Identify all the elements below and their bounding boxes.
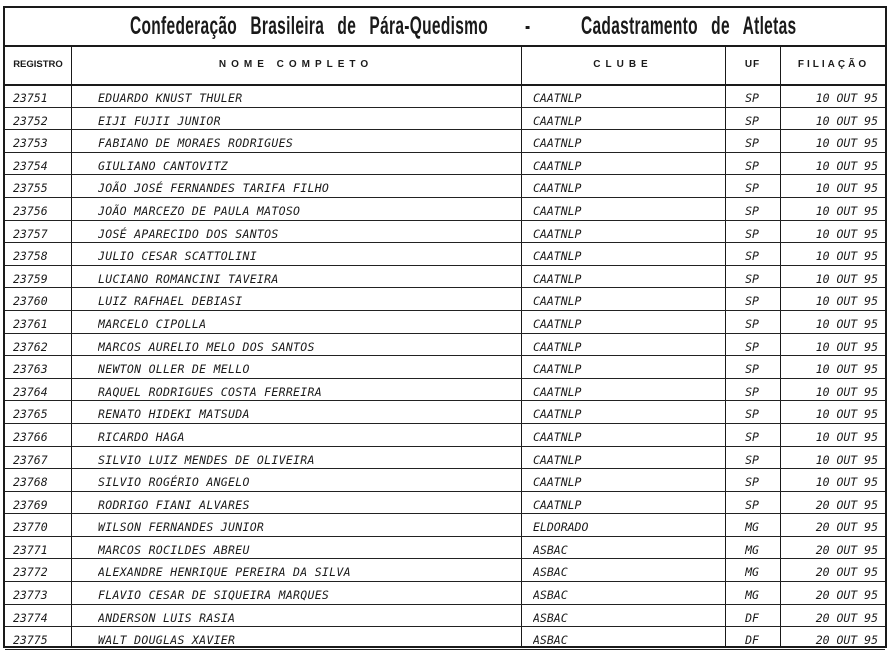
- title-row: [5, 8, 885, 47]
- nome-cell: LUCIANO ROMANCINI TAVEIRA: [98, 271, 279, 286]
- filiacao-cell: 10 OUT 95: [815, 475, 878, 490]
- nome-cell: JOÃO JOSÉ FERNANDES TARIFA FILHO: [98, 181, 330, 196]
- registro-cell: 23758: [13, 249, 48, 264]
- clube-cell: CAATNLP: [533, 158, 582, 173]
- clube-cell: CAATNLP: [533, 271, 582, 286]
- clube-cell: CAATNLP: [533, 203, 582, 218]
- registro-cell: 23769: [13, 497, 48, 512]
- table-row: [5, 514, 885, 537]
- uf-cell: SP: [745, 407, 759, 422]
- uf-cell: DF: [745, 610, 759, 625]
- registro-cell: 23774: [13, 610, 48, 625]
- uf-cell: MG: [745, 565, 759, 580]
- filiacao-cell: 20 OUT 95: [815, 565, 878, 580]
- clube-cell: CAATNLP: [533, 113, 582, 128]
- filiacao-cell: 10 OUT 95: [815, 203, 878, 218]
- clube-cell: CAATNLP: [533, 136, 582, 151]
- uf-cell: SP: [745, 158, 759, 173]
- table-row: [5, 108, 885, 131]
- nome-cell: JULIO CESAR SCATTOLINI: [98, 249, 257, 264]
- column-header-clube: CLUBE: [593, 59, 653, 70]
- clube-cell: ASBAC: [533, 610, 568, 625]
- table-row: [5, 198, 885, 221]
- table-row: [5, 266, 885, 289]
- registro-cell: 23770: [13, 520, 48, 535]
- uf-cell: SP: [745, 497, 759, 512]
- filiacao-cell: 10 OUT 95: [815, 362, 878, 377]
- table-row: [5, 447, 885, 470]
- uf-cell: SP: [745, 429, 759, 444]
- nome-cell: MARCELO CIPOLLA: [98, 316, 207, 331]
- clube-cell: ASBAC: [533, 588, 568, 603]
- title-separator: -: [525, 12, 531, 40]
- nome-cell: RENATO HIDEKI MATSUDA: [98, 407, 250, 422]
- nome-cell: NEWTON OLLER DE MELLO: [98, 362, 250, 377]
- filiacao-cell: 10 OUT 95: [815, 158, 878, 173]
- registro-cell: 23768: [13, 475, 48, 490]
- uf-cell: SP: [745, 203, 759, 218]
- uf-cell: MG: [745, 520, 759, 535]
- nome-cell: RICARDO HAGA: [98, 429, 185, 444]
- uf-cell: SP: [745, 136, 759, 151]
- uf-cell: SP: [745, 362, 759, 377]
- filiacao-cell: 10 OUT 95: [815, 452, 878, 467]
- clube-cell: CAATNLP: [533, 91, 582, 105]
- table-row: [5, 605, 885, 628]
- filiacao-cell: 10 OUT 95: [815, 429, 878, 444]
- filiacao-cell: 10 OUT 95: [815, 226, 878, 241]
- clube-cell: CAATNLP: [533, 497, 582, 512]
- uf-cell: SP: [745, 113, 759, 128]
- clube-cell: CAATNLP: [533, 181, 582, 196]
- filiacao-cell: 20 OUT 95: [815, 542, 878, 557]
- table-row: [5, 334, 885, 357]
- registro-cell: 23757: [13, 226, 48, 241]
- registro-cell: 23753: [13, 136, 48, 151]
- nome-cell: ALEXANDRE HENRIQUE PEREIRA DA SILVA: [98, 565, 351, 580]
- filiacao-cell: 10 OUT 95: [815, 113, 878, 128]
- nome-cell: GIULIANO CANTOVITZ: [98, 158, 229, 173]
- registration-sheet: [3, 6, 887, 648]
- table-row: [5, 401, 885, 424]
- uf-cell: SP: [745, 475, 759, 490]
- clube-cell: CAATNLP: [533, 362, 582, 377]
- registro-cell: 23751: [13, 91, 48, 105]
- table-row: [5, 559, 885, 582]
- registro-cell: 23767: [13, 452, 48, 467]
- table-body: [5, 85, 885, 650]
- uf-cell: SP: [745, 226, 759, 241]
- column-header-filiacao: FILIAÇÃO: [797, 59, 870, 70]
- filiacao-cell: 20 OUT 95: [815, 588, 878, 603]
- table-row: [5, 379, 885, 402]
- registro-cell: 23763: [13, 362, 48, 377]
- uf-cell: SP: [745, 452, 759, 467]
- registro-cell: 23773: [13, 588, 48, 603]
- filiacao-cell: 10 OUT 95: [815, 384, 878, 399]
- registro-cell: 23756: [13, 203, 48, 218]
- filiacao-cell: 20 OUT 95: [815, 633, 878, 648]
- uf-cell: MG: [745, 542, 759, 557]
- filiacao-cell: 20 OUT 95: [815, 610, 878, 625]
- table-row: [5, 288, 885, 311]
- uf-cell: SP: [745, 249, 759, 264]
- table-row: [5, 627, 885, 650]
- clube-cell: CAATNLP: [533, 226, 582, 241]
- clube-cell: ASBAC: [533, 565, 568, 580]
- column-header-nome: NOME COMPLETO: [218, 59, 374, 70]
- nome-cell: EDUARDO KNUST THULER: [98, 91, 243, 105]
- clube-cell: CAATNLP: [533, 429, 582, 444]
- filiacao-cell: 10 OUT 95: [815, 181, 878, 196]
- table-header: [5, 45, 885, 86]
- nome-cell: SILVIO LUIZ MENDES DE OLIVEIRA: [98, 452, 315, 467]
- nome-cell: RODRIGO FIANI ALVARES: [98, 497, 250, 512]
- uf-cell: SP: [745, 181, 759, 196]
- filiacao-cell: 10 OUT 95: [815, 316, 878, 331]
- table-row: [5, 582, 885, 605]
- registro-cell: 23754: [13, 158, 48, 173]
- nome-cell: RAQUEL RODRIGUES COSTA FERREIRA: [98, 384, 322, 399]
- registro-cell: 23775: [13, 633, 48, 648]
- nome-cell: LUIZ RAFHAEL DEBIASI: [98, 294, 243, 309]
- clube-cell: CAATNLP: [533, 475, 582, 490]
- registro-cell: 23772: [13, 565, 48, 580]
- table-row: [5, 537, 885, 560]
- registro-cell: 23762: [13, 339, 48, 354]
- page-subtitle: Cadastramento de Atletas: [581, 12, 797, 40]
- filiacao-cell: 10 OUT 95: [815, 136, 878, 151]
- clube-cell: CAATNLP: [533, 249, 582, 264]
- clube-cell: CAATNLP: [533, 339, 582, 354]
- uf-cell: DF: [745, 633, 759, 648]
- column-header-uf: UF: [744, 59, 761, 70]
- table-row: [5, 311, 885, 334]
- table-row: [5, 469, 885, 492]
- registro-cell: 23765: [13, 407, 48, 422]
- nome-cell: EIJI FUJII JUNIOR: [98, 113, 221, 128]
- uf-cell: SP: [745, 271, 759, 286]
- table-row: [5, 221, 885, 244]
- clube-cell: CAATNLP: [533, 452, 582, 467]
- uf-cell: SP: [745, 384, 759, 399]
- registro-cell: 23766: [13, 429, 48, 444]
- clube-cell: ELDORADO: [533, 520, 589, 535]
- nome-cell: SILVIO ROGÉRIO ANGELO: [98, 475, 250, 490]
- registro-cell: 23771: [13, 542, 48, 557]
- clube-cell: ASBAC: [533, 542, 568, 557]
- clube-cell: ASBAC: [533, 633, 568, 648]
- clube-cell: CAATNLP: [533, 384, 582, 399]
- filiacao-cell: 10 OUT 95: [815, 91, 878, 105]
- page-title: Confederação Brasileira de Pára-Quedismo: [130, 12, 489, 40]
- registro-cell: 23752: [13, 113, 48, 128]
- nome-cell: FLAVIO CESAR DE SIQUEIRA MARQUES: [98, 588, 330, 603]
- filiacao-cell: 10 OUT 95: [815, 407, 878, 422]
- clube-cell: CAATNLP: [533, 316, 582, 331]
- nome-cell: FABIANO DE MORAES RODRIGUES: [98, 136, 294, 151]
- nome-cell: JOÃO MARCEZO DE PAULA MATOSO: [98, 203, 301, 218]
- uf-cell: SP: [745, 316, 759, 331]
- filiacao-cell: 10 OUT 95: [815, 271, 878, 286]
- clube-cell: CAATNLP: [533, 294, 582, 309]
- table-row: [5, 356, 885, 379]
- registro-cell: 23764: [13, 384, 48, 399]
- filiacao-cell: 20 OUT 95: [815, 520, 878, 535]
- nome-cell: WILSON FERNANDES JUNIOR: [98, 520, 265, 535]
- nome-cell: ANDERSON LUIS RASIA: [98, 610, 236, 625]
- table-row: [5, 130, 885, 153]
- registro-cell: 23759: [13, 271, 48, 286]
- filiacao-cell: 10 OUT 95: [815, 294, 878, 309]
- table-row: [5, 243, 885, 266]
- nome-cell: WALT DOUGLAS XAVIER: [98, 633, 236, 648]
- nome-cell: MARCOS ROCILDES ABREU: [98, 542, 250, 557]
- uf-cell: MG: [745, 588, 759, 603]
- filiacao-cell: 20 OUT 95: [815, 497, 878, 512]
- clube-cell: CAATNLP: [533, 407, 582, 422]
- table-row: [5, 85, 885, 108]
- nome-cell: MARCOS AURELIO MELO DOS SANTOS: [98, 339, 315, 354]
- uf-cell: SP: [745, 294, 759, 309]
- uf-cell: SP: [745, 339, 759, 354]
- registro-cell: 23761: [13, 316, 48, 331]
- table-row: [5, 492, 885, 515]
- column-header-registro: REGISTRO: [13, 59, 63, 70]
- registro-cell: 23760: [13, 294, 48, 309]
- table-row: [5, 175, 885, 198]
- registro-cell: 23755: [13, 181, 48, 196]
- table-row: [5, 424, 885, 447]
- table-row: [5, 153, 885, 176]
- nome-cell: JOSÉ APARECIDO DOS SANTOS: [98, 226, 279, 241]
- filiacao-cell: 10 OUT 95: [815, 249, 878, 264]
- uf-cell: SP: [745, 91, 759, 105]
- filiacao-cell: 10 OUT 95: [815, 339, 878, 354]
